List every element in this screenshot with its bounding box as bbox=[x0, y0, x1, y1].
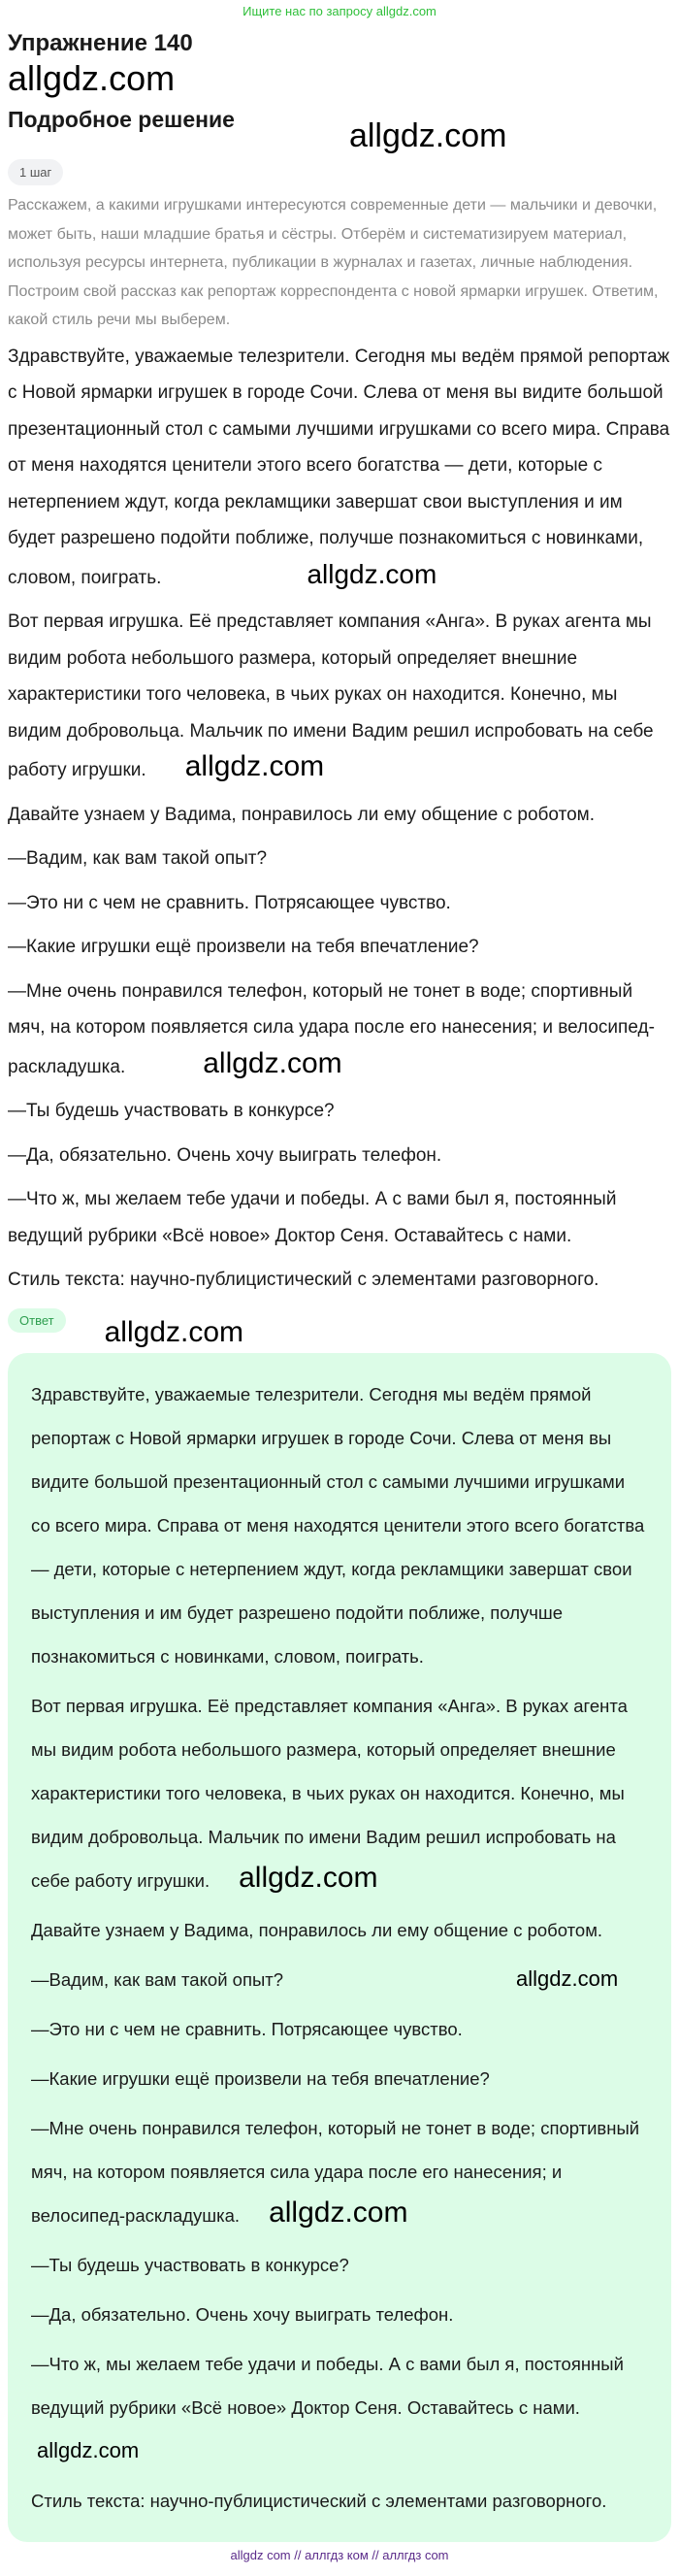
paragraph: —Что ж, мы желаем тебе удачи и победы. А с вами был я, постоянный ведущий рубрики «Всё новое» Доктор Сеня. Оставайтесь с нами. bbox=[8, 1189, 617, 1246]
paragraph: —Да, обязательно. Очень хочу выиграть телефон. bbox=[8, 1144, 442, 1166]
answer-paragraph bbox=[31, 2342, 648, 2473]
paragraph: —Вадим, как вам такой опыт? bbox=[8, 848, 268, 869]
watermark: allgdz.com bbox=[104, 1315, 243, 1348]
watermark: allgdz.com bbox=[203, 1046, 342, 1079]
hint-text: Расскажем, а какими игрушками интересуются современные дети — мальчики и девочки, может быть, наши младшие братья и сёстры. Отберём и систематизируем материал, используя ресурсы интернета, публикации в журналах и газетах, личные наблюдения. Построим свой рассказ как репортаж корреспондента с новой ярмарки игрушек. Ответим, какой стиль речи мы выберем. bbox=[8, 197, 659, 328]
answer-paragraph: Здравствуйте, уважаемые телезрители. Сегодня мы ведём прямой репортаж с Новой ярмарки игрушек в городе Сочи. Слева от меня вы видите большой презентационный стол с самыми лучшими игрушками со всего мира. Справа от меня находятся ценители этого всего богатства — дети, которые с нетерпением ждут, когда рекламщики завершат свои выступления и им будет разрешено подойти поближе, получше познакомиться с новинками, словом, поиграть. bbox=[31, 1383, 645, 1667]
paragraph-text: —Мне очень понравился телефон, который не тонет в воде; спортивный мяч, на котором появляется сила удара после его нанесения; и велосипед-раскладушка. bbox=[31, 2117, 640, 2226]
answer-paragraph: Давайте узнаем у Вадима, понравилось ли ему общение с роботом. bbox=[31, 1919, 603, 1940]
paragraph-text: —Мне очень понравился телефон, который не тонет в воде; спортивный мяч, на котором появляется сила удара после его нанесения; и велосипед-раскладушка. bbox=[8, 980, 655, 1077]
paragraph: —Какие игрушки ещё произвели на тебя впечатление? bbox=[8, 937, 479, 957]
paragraph-text: —Вадим, как вам такой опыт? bbox=[31, 1968, 284, 1990]
paragraph-text: Вот первая игрушка. Её представляет компания «Анга». В руках агента мы видим робота небольшого размера, который определяет внешние характеристики того человека, в чьих руках он находится. Конечно, мы видим добровольца. Мальчик по имени Вадим решил испробовать на себе работу игрушки. bbox=[31, 1695, 628, 1891]
watermark: allgdz.com bbox=[516, 1965, 619, 1991]
footer-links: allgdz com // аллгдз ком // аллгдз com bbox=[230, 2547, 449, 2562]
answer-paragraph: Стиль текста: научно-публицистический с элементами разговорного. bbox=[31, 2490, 607, 2511]
solution-text bbox=[8, 339, 671, 1299]
answer-paragraph bbox=[31, 2106, 648, 2237]
watermark: allgdz.com bbox=[269, 2196, 408, 2229]
page-content bbox=[0, 29, 679, 2576]
watermark: allgdz.com bbox=[348, 117, 507, 154]
answer-paragraph bbox=[31, 1958, 648, 2001]
paragraph: Давайте узнаем у Вадима, понравилось ли ему общение с роботом. bbox=[8, 804, 595, 825]
watermark: allgdz.com bbox=[37, 2437, 140, 2462]
watermark: allgdz.com bbox=[239, 1861, 378, 1894]
top-banner: Ищите нас по запросу allgdz.com bbox=[242, 4, 436, 18]
watermark: allgdz.com bbox=[184, 750, 325, 782]
section-title: Подробное решение bbox=[8, 107, 235, 132]
answer-box bbox=[8, 1353, 671, 2542]
answer-paragraph bbox=[31, 1684, 648, 1902]
paragraph: —Ты будешь участвовать в конкурсе? bbox=[8, 1101, 335, 1121]
page-title: Упражнение 140 bbox=[8, 30, 193, 56]
answer-paragraph: —Это ни с чем не сравнить. Потрясающее чувство. bbox=[31, 2018, 463, 2039]
answer-paragraph: —Ты будешь участвовать в конкурсе? bbox=[31, 2254, 349, 2275]
answer-header bbox=[8, 1308, 671, 1349]
subtitle-row bbox=[8, 99, 671, 155]
paragraph-text: Вот первая игрушка. Её представляет компания «Анга». В руках агента мы видим робота небольшого размера, который определяет внешние характеристики того человека, в чьих руках он находится. Конечно, мы видим добровольца. Мальчик по имени Вадим решил испробовать на себе работу игрушки. bbox=[8, 611, 654, 780]
brand-text: allgdz.com bbox=[8, 58, 176, 98]
answer-paragraph: —Какие игрушки ещё произвели на тебя впечатление? bbox=[31, 2067, 490, 2089]
paragraph bbox=[8, 604, 671, 789]
paragraph bbox=[8, 974, 671, 1086]
answer-badge: Ответ bbox=[8, 1308, 66, 1333]
watermark: allgdz.com bbox=[307, 558, 437, 589]
answer-paragraph: —Да, обязательно. Очень хочу выиграть телефон. bbox=[31, 2303, 454, 2325]
paragraph-text: Здравствуйте, уважаемые телезрители. Сегодня мы ведём прямой репортаж с Новой ярмарки игрушек в городе Сочи. Слева от меня вы видите большой презентационный стол с самыми лучшими игрушками со всего мира. Справа от меня находятся ценители этого всего богатства — дети, которые с нетерпением ждут, когда рекламщики завершат свои выступления и им будет разрешено подойти поближе, получше познакомиться с новинками, словом, поиграть. bbox=[8, 346, 670, 588]
paragraph bbox=[8, 339, 671, 597]
paragraph-text: —Что ж, мы желаем тебе удачи и победы. А с вами был я, постоянный ведущий рубрики «Всё новое» Доктор Сеня. Оставайтесь с нами. bbox=[31, 2353, 624, 2418]
paragraph: Стиль текста: научно-публицистический с элементами разговорного. bbox=[8, 1270, 599, 1290]
step-badge: 1 шаг bbox=[8, 159, 63, 185]
paragraph: —Это ни с чем не сравнить. Потрясающее чувство. bbox=[8, 892, 451, 913]
